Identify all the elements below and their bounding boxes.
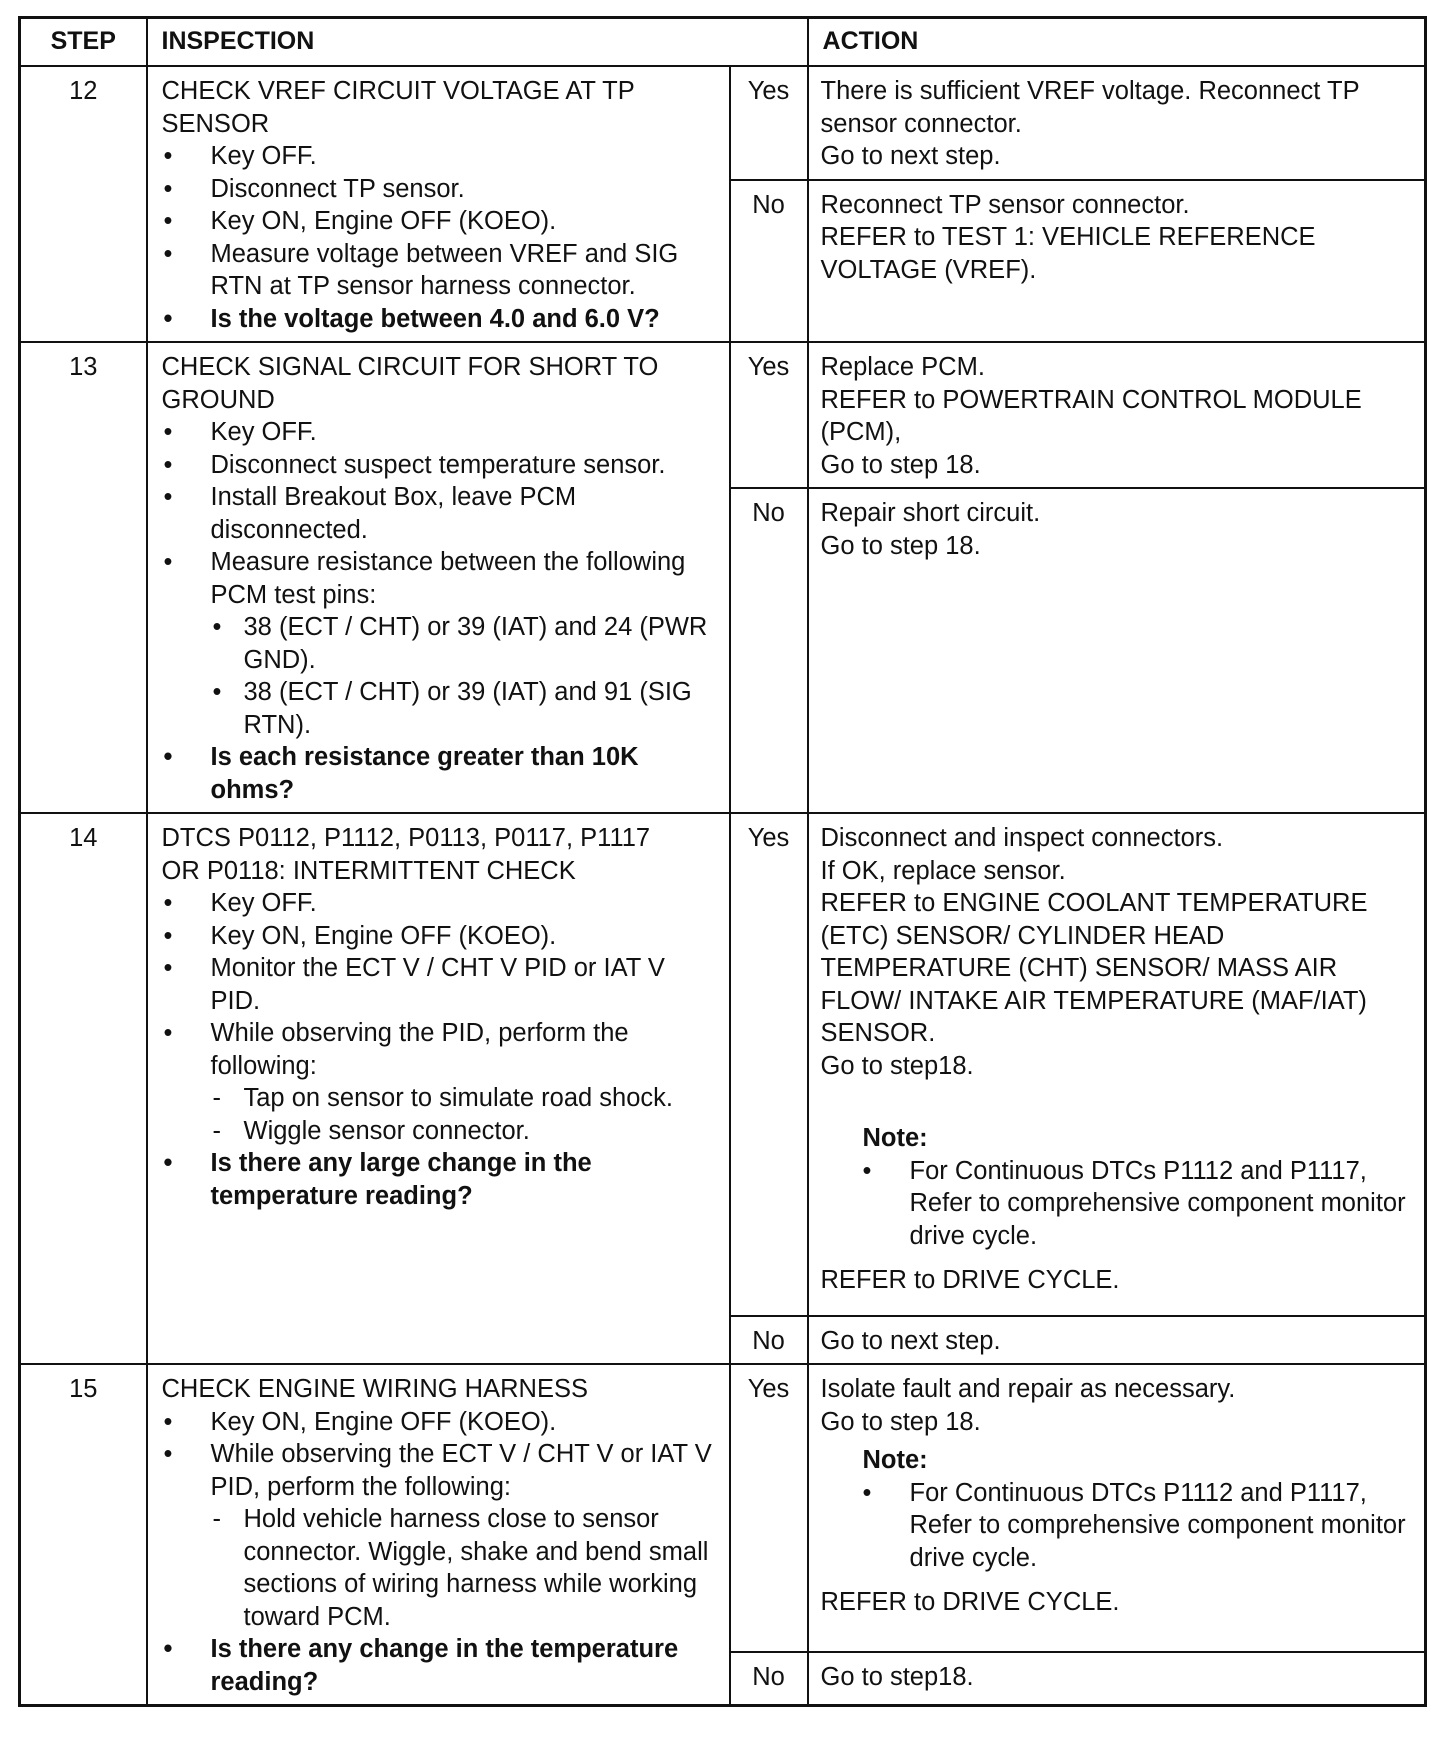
observation-item: - Hold vehicle harness close to sensor connector. Wiggle, shake and bend small sections of wiring harness while working toward PCM. bbox=[211, 1503, 719, 1633]
step-14-inspection bbox=[147, 813, 730, 1364]
instruction-item: • Disconnect TP sensor. bbox=[162, 173, 719, 206]
instruction-item: • Monitor the ECT V / CHT V PID or IAT V PID. bbox=[162, 952, 719, 1017]
instruction-item: • While observing the ECT V / CHT V or IAT V PID, perform the following: - Hold vehicle harness close to sensor connector. Wiggle, shake and bend small sections of wiring harness while working toward PCM. bbox=[162, 1438, 719, 1633]
step-12-inspection bbox=[147, 66, 730, 342]
step-15-no-action: Go to step18. bbox=[808, 1652, 1426, 1706]
step-number: 15 bbox=[20, 1364, 147, 1706]
observation-list bbox=[211, 1503, 719, 1633]
step-13-no-action: Repair short circuit. Go to step 18. bbox=[808, 488, 1426, 813]
step-13-yes-action: Replace PCM. REFER to POWERTRAIN CONTROL MODULE (PCM), Go to step 18. bbox=[808, 342, 1426, 488]
instruction-item: • Key ON, Engine OFF (KOEO). bbox=[162, 920, 719, 953]
instruction-item: • Install Breakout Box, leave PCM disconnected. bbox=[162, 481, 719, 546]
instruction-item: • Key OFF. bbox=[162, 887, 719, 920]
observation-item: - Tap on sensor to simulate road shock. bbox=[211, 1082, 719, 1115]
step-12-no-action: Reconnect TP sensor connector. REFER to TEST 1: VEHICLE REFERENCE VOLTAGE (VREF). bbox=[808, 180, 1426, 343]
step-number: 12 bbox=[20, 66, 147, 342]
refer-drive-cycle: REFER to DRIVE CYCLE. bbox=[820, 1588, 1120, 1616]
observation-item: - Wiggle sensor connector. bbox=[211, 1115, 719, 1148]
diagnostic-procedure-table bbox=[18, 16, 1427, 1707]
note-text: • For Continuous DTCs P1112 and P1117, Refer to comprehensive component monitor drive cycle. bbox=[863, 1477, 1415, 1575]
step-12-title: CHECK VREF CIRCUIT VOLTAGE AT TP SENSOR bbox=[161, 77, 635, 138]
note-heading: Note: bbox=[862, 1124, 928, 1152]
step-15-inspection bbox=[147, 1364, 730, 1706]
instruction-item: • Key OFF. bbox=[162, 416, 719, 449]
step-13-title: CHECK SIGNAL CIRCUIT FOR SHORT TO GROUND bbox=[161, 353, 659, 414]
step-number: 13 bbox=[20, 342, 147, 813]
instruction-item: • Key ON, Engine OFF (KOEO). bbox=[162, 1406, 719, 1439]
step-14-no-action: Go to next step. bbox=[808, 1316, 1426, 1365]
step-15-yes-row bbox=[20, 1364, 1426, 1652]
yes-label: Yes bbox=[730, 66, 808, 180]
step-15-title: CHECK ENGINE WIRING HARNESS bbox=[161, 1375, 588, 1403]
step-14-title: DTCS P0112, P1112, P0113, P0117, P1117 OR P0118: INTERMITTENT CHECK bbox=[161, 824, 651, 885]
step-number: 14 bbox=[20, 813, 147, 1364]
step-14-yes-row bbox=[20, 813, 1426, 1316]
inspection-column-header: INSPECTION bbox=[147, 18, 808, 67]
instruction-item: • While observing the PID, perform the following: - Tap on sensor to simulate road shock. - Wiggle sensor connector. bbox=[162, 1017, 719, 1147]
refer-drive-cycle: REFER to DRIVE CYCLE. bbox=[820, 1266, 1120, 1294]
instruction-item: • Measure resistance between the following PCM test pins: • 38 (ECT / CHT) or 39 (IAT) and 24 (PWR GND). • 38 (ECT / CHT) or 39 (IAT) and 91 (SIG RTN). bbox=[162, 546, 719, 741]
test-pin-list bbox=[211, 611, 719, 741]
step-15-yes-action: Isolate fault and repair as necessary. Go to step 18. Note: • For Continuous DTCs P1112 and P1117, Refer to comprehensive component monitor drive cycle. REFER to DRIVE CYCLE. bbox=[808, 1364, 1426, 1652]
step-15-instructions bbox=[162, 1406, 719, 1699]
no-label: No bbox=[730, 1652, 808, 1706]
instruction-item: • Measure voltage between VREF and SIG RTN at TP sensor harness connector. bbox=[162, 238, 719, 303]
step-12-instructions bbox=[162, 140, 719, 335]
yes-label: Yes bbox=[730, 813, 808, 1316]
action-column-header: ACTION bbox=[808, 18, 1426, 67]
instruction-item: • Key ON, Engine OFF (KOEO). bbox=[162, 205, 719, 238]
step-column-header: STEP bbox=[20, 18, 147, 67]
header-row bbox=[20, 18, 1426, 67]
step-13-inspection bbox=[147, 342, 730, 813]
test-pin-item: • 38 (ECT / CHT) or 39 (IAT) and 91 (SIG RTN). bbox=[211, 676, 719, 741]
step-12-yes-row bbox=[20, 66, 1426, 180]
step-14-instructions bbox=[162, 887, 719, 1212]
note-text: • For Continuous DTCs P1112 and P1117, Refer to comprehensive component monitor drive cycle. bbox=[863, 1155, 1415, 1253]
yes-label: Yes bbox=[730, 1364, 808, 1652]
step-13-instructions bbox=[162, 416, 719, 806]
no-label: No bbox=[730, 180, 808, 343]
step-12-yes-action: There is sufficient VREF voltage. Reconnect TP sensor connector. Go to next step. bbox=[808, 66, 1426, 180]
inspection-question: • Is there any change in the temperature reading? bbox=[162, 1633, 719, 1698]
step-13-yes-row bbox=[20, 342, 1426, 488]
step-14-yes-action: Disconnect and inspect connectors. If OK, replace sensor. REFER to ENGINE COOLANT TEMPERATURE (ETC) SENSOR/ CYLINDER HEAD TEMPERATURE (CHT) SENSOR/ MASS AIR FLOW/ INTAKE AIR TEMPERATURE (MAF/IAT) SENSOR. Go to step18. Note: • For Continuous DTCs P1112 and P1117, Refer to comprehensive component monitor drive cycle. REFER to DRIVE CYCLE. bbox=[808, 813, 1426, 1316]
no-label: No bbox=[730, 1316, 808, 1365]
inspection-question: • Is there any large change in the temperature reading? bbox=[162, 1147, 719, 1212]
inspection-question: • Is the voltage between 4.0 and 6.0 V? bbox=[162, 303, 719, 336]
inspection-question: • Is each resistance greater than 10K ohms? bbox=[162, 741, 719, 806]
note-block bbox=[863, 1444, 1415, 1574]
instruction-item: • Key OFF. bbox=[162, 140, 719, 173]
test-pin-item: • 38 (ECT / CHT) or 39 (IAT) and 24 (PWR GND). bbox=[211, 611, 719, 676]
procedure-document bbox=[18, 16, 1424, 1707]
instruction-item: • Disconnect suspect temperature sensor. bbox=[162, 449, 719, 482]
note-heading: Note: bbox=[862, 1446, 928, 1474]
observation-list bbox=[211, 1082, 719, 1147]
yes-label: Yes bbox=[730, 342, 808, 488]
note-block bbox=[863, 1122, 1415, 1252]
no-label: No bbox=[730, 488, 808, 813]
